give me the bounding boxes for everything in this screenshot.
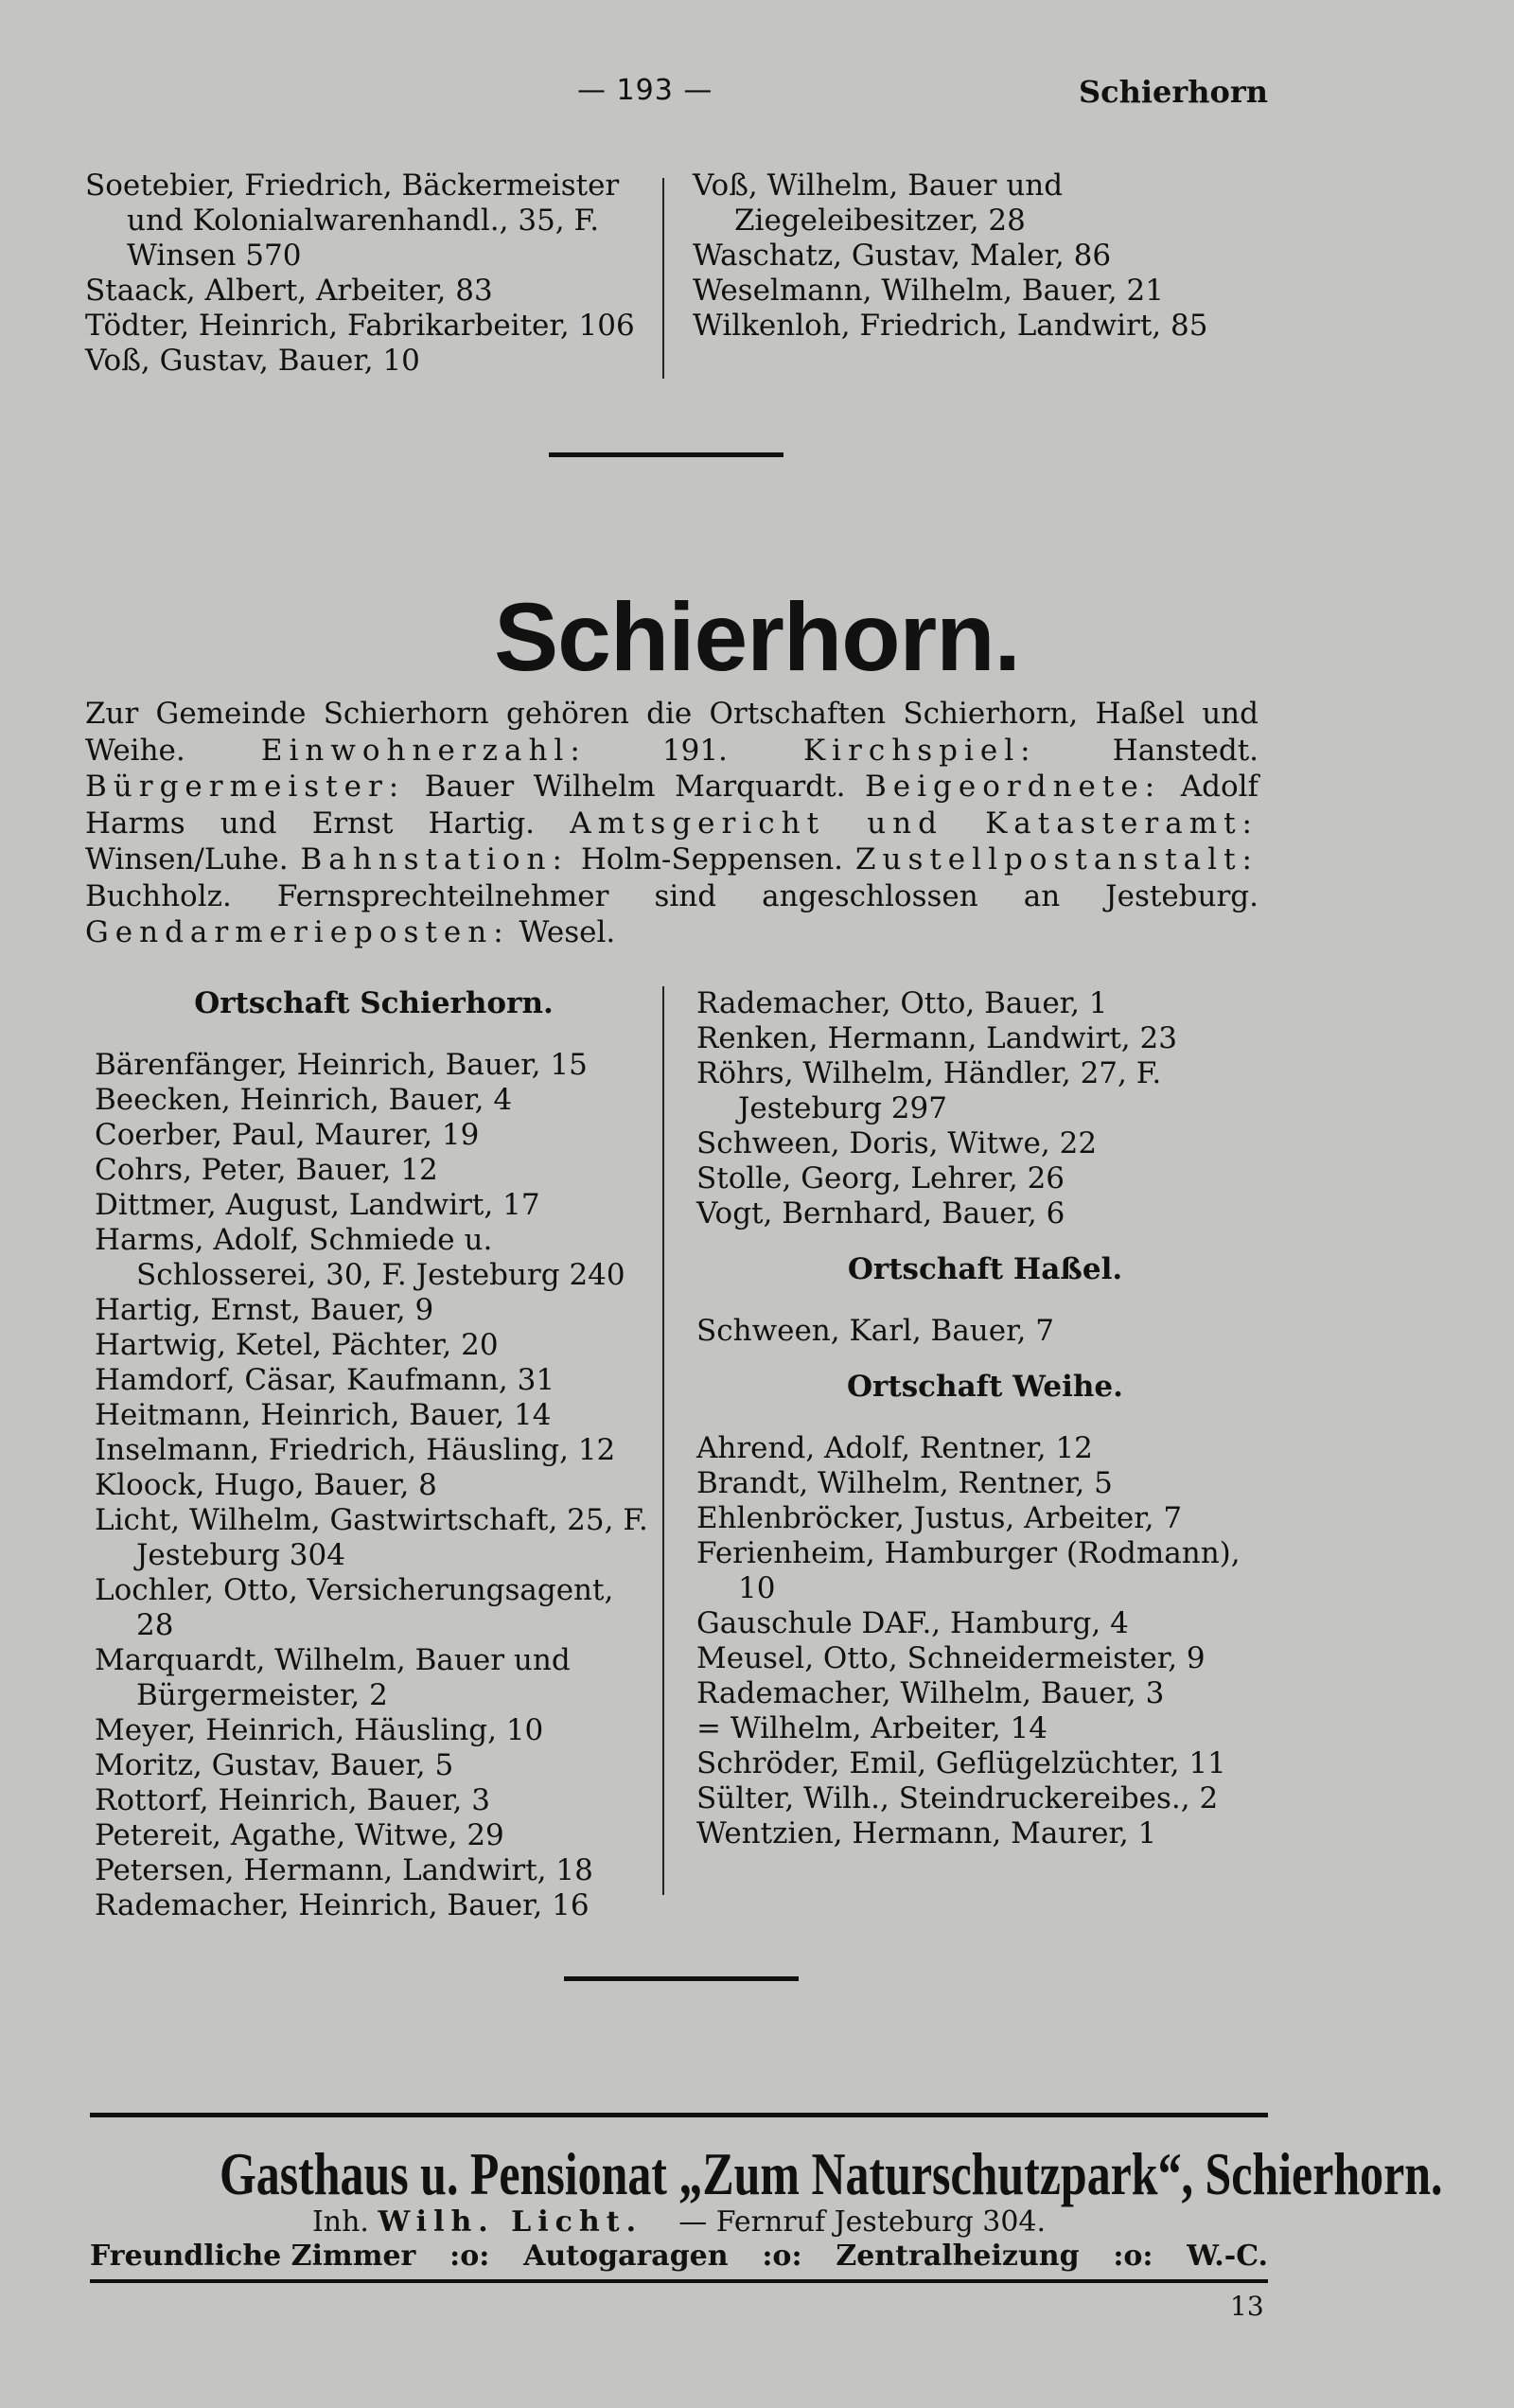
ortschaft-heading: Ortschaft Schierhorn.: [194, 986, 554, 1020]
intro-text: Buchholz. Fernsprechteilnehmer sind angeschlossen an Jesteburg.: [85, 878, 1259, 913]
list-item: Dittmer, August, Landwirt, 17: [95, 1188, 540, 1222]
ad-title: Gasthaus u. Pensionat „Zum Naturschutzpark“, Schierhorn.: [219, 2140, 1443, 2207]
list-item: Hartwig, Ketel, Pächter, 20: [95, 1328, 499, 1362]
column-divider: [662, 178, 664, 379]
ad-owner-line: [90, 2205, 1268, 2239]
list-item: Wentzien, Hermann, Maurer, 1: [696, 1816, 1157, 1850]
ad-bottom-rule: [90, 2279, 1268, 2283]
residents-column-left: [95, 986, 653, 1923]
list-item: Cohrs, Peter, Bauer, 12: [95, 1153, 438, 1187]
intro-text: Adolf Harms und Ernst Hartig.: [85, 770, 1259, 841]
list-item: Kloock, Hugo, Bauer, 8: [95, 1468, 437, 1502]
intro-key: Bahnstation:: [300, 842, 569, 876]
list-item: Weselmann, Wilhelm, Bauer, 21: [693, 274, 1164, 308]
list-item: Gauschule DAF., Hamburg, 4: [696, 1606, 1129, 1640]
list-item: Tödter, Heinrich, Fabrikarbeiter, 106: [85, 309, 635, 343]
list-item: Sülter, Wilh., Steindruckereibes., 2: [696, 1781, 1219, 1815]
ad-feature: Freundliche Zimmer: [90, 2240, 416, 2273]
section-intro: [85, 696, 1259, 951]
intro-text: Hanstedt.: [1036, 733, 1259, 768]
list-item: Lochler, Otto, Versicherungsagent, 28: [95, 1573, 614, 1642]
ortschaft-heading: Ortschaft Weihe.: [847, 1370, 1123, 1404]
previous-entries-left: [85, 168, 653, 379]
list-item: Heitmann, Heinrich, Bauer, 14: [95, 1398, 552, 1432]
list-item: Rottorf, Heinrich, Bauer, 3: [95, 1783, 490, 1817]
list-item: Schröder, Emil, Geflügelzüchter, 11: [696, 1746, 1226, 1780]
list-item: Röhrs, Wilhelm, Händler, 27, F. Jesteburg 297: [696, 1056, 1162, 1125]
list-item: Waschatz, Gustav, Maler, 86: [693, 239, 1112, 273]
ad-features: [90, 2240, 1268, 2273]
list-item: Rademacher, Heinrich, Bauer, 16: [95, 1888, 590, 1922]
section-divider: [564, 1976, 799, 1981]
section-divider: [549, 452, 783, 457]
list-item: Moritz, Gustav, Bauer, 5: [95, 1748, 454, 1782]
list-item: Rademacher, Otto, Bauer, 1: [696, 986, 1108, 1020]
previous-entries-right: [693, 168, 1279, 344]
ad-phone: — Fernruf Jesteburg 304.: [678, 2205, 1047, 2239]
list-item: Soetebier, Friedrich, Bäckermeister und Kolonialwarenhandl., 35, F. Winsen 570: [85, 168, 620, 273]
residents-column-right: [696, 986, 1274, 1851]
ad-feature: Autogaragen: [523, 2240, 729, 2273]
intro-text: Wesel.: [509, 915, 616, 949]
ad-separator: :o:: [449, 2240, 490, 2273]
ad-separator: :o:: [1113, 2240, 1153, 2273]
page-header: [0, 68, 1514, 115]
list-item: Coerber, Paul, Maurer, 19: [95, 1118, 480, 1152]
list-item: Ehlenbröcker, Justus, Arbeiter, 7: [696, 1501, 1183, 1535]
intro-key: Einwohnerzahl:: [260, 733, 587, 768]
list-item: Beecken, Heinrich, Bauer, 4: [95, 1083, 513, 1117]
list-item: Meusel, Otto, Schneidermeister, 9: [696, 1641, 1206, 1675]
column-divider: [662, 986, 664, 1895]
running-title: Schierhorn: [1079, 74, 1268, 110]
intro-text: Holm-Seppensen.: [568, 842, 855, 876]
list-item: Wilkenloh, Friedrich, Landwirt, 85: [693, 309, 1208, 343]
list-item: Vogt, Bernhard, Bauer, 6: [696, 1196, 1065, 1231]
list-item: Meyer, Heinrich, Häusling, 10: [95, 1713, 544, 1747]
list-item: Harms, Adolf, Schmiede u. Schlosserei, 30, F. Jesteburg 240: [95, 1223, 625, 1292]
list-item: Stolle, Georg, Lehrer, 26: [696, 1161, 1065, 1195]
list-item: Brandt, Wilhelm, Rentner, 5: [696, 1466, 1113, 1500]
list-item: Licht, Wilhelm, Gastwirtschaft, 25, F. Jesteburg 304: [95, 1503, 648, 1572]
intro-key: Bürgermeister:: [85, 770, 406, 804]
intro-text: Bauer Wilhelm Marquardt.: [405, 770, 866, 804]
intro-key: Zustellpostanstalt:: [854, 842, 1259, 876]
list-item: Petereit, Agathe, Witwe, 29: [95, 1818, 504, 1852]
list-item: Hamdorf, Cäsar, Kaufmann, 31: [95, 1363, 555, 1397]
printer-signature: 13: [1230, 2291, 1264, 2322]
intro-text: 191.: [586, 733, 803, 768]
ad-owner-label: Inh.: [311, 2205, 369, 2239]
list-item: Ahrend, Adolf, Rentner, 12: [696, 1431, 1093, 1465]
list-item: Staack, Albert, Arbeiter, 83: [85, 274, 493, 308]
list-item: Hartig, Ernst, Bauer, 9: [95, 1293, 434, 1327]
list-item: Renken, Hermann, Landwirt, 23: [696, 1021, 1177, 1055]
ortschaft-heading: Ortschaft Haßel.: [847, 1252, 1123, 1286]
intro-key: Amtsgericht und Katasteramt:: [570, 806, 1259, 841]
intro-text: Winsen/Luhe.: [85, 842, 301, 876]
ad-owner-name: Wilh. Licht.: [378, 2205, 643, 2239]
list-item: = Wilhelm, Arbeiter, 14: [696, 1711, 1047, 1745]
list-item: Inselmann, Friedrich, Häusling, 12: [95, 1433, 616, 1467]
ad-feature: Zentralheizung: [836, 2240, 1080, 2273]
intro-text: Zur Gemeinde Schierhorn gehören die Ortschaften Schierhorn, Haßel und Weihe.: [85, 697, 1259, 768]
intro-key: Kirchspiel:: [802, 733, 1037, 768]
ad-top-rule: [90, 2113, 1268, 2117]
section-title: Schierhorn.: [494, 583, 1020, 691]
list-item: Marquardt, Wilhelm, Bauer und Bürgermeister, 2: [95, 1643, 571, 1712]
list-item: Rademacher, Wilhelm, Bauer, 3: [696, 1676, 1165, 1710]
list-item: Schween, Karl, Bauer, 7: [696, 1314, 1054, 1348]
list-item: Voß, Gustav, Bauer, 10: [85, 344, 420, 378]
ad-feature: W.-C.: [1187, 2240, 1268, 2273]
intro-key: Gendarmerieposten:: [85, 915, 510, 949]
page-number: — 193 —: [577, 74, 713, 107]
ad-separator: :o:: [762, 2240, 802, 2273]
list-item: Petersen, Hermann, Landwirt, 18: [95, 1853, 593, 1887]
list-item: Voß, Wilhelm, Bauer und Ziegeleibesitzer, 28: [693, 168, 1064, 238]
intro-key: Beigeordnete:: [865, 770, 1162, 804]
list-item: Ferienheim, Hamburger (Rodmann), 10: [696, 1536, 1241, 1605]
list-item: Schween, Doris, Witwe, 22: [696, 1126, 1098, 1160]
list-item: Bärenfänger, Heinrich, Bauer, 15: [95, 1048, 588, 1082]
